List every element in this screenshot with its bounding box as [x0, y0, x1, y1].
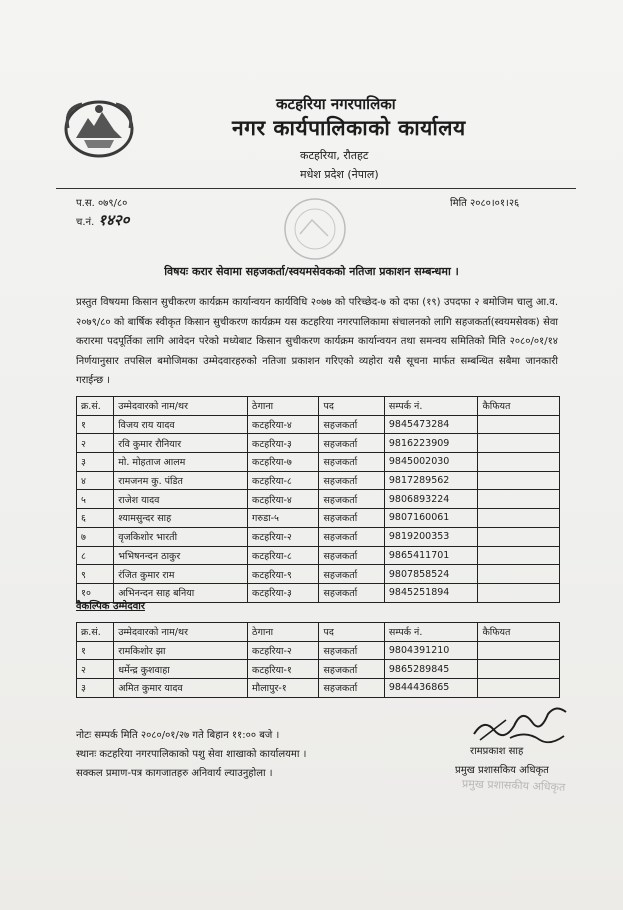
- col-address: ठेगाना: [248, 397, 319, 416]
- contact-cell: 9845251894: [384, 583, 478, 602]
- col-name: उम्मेदवारको नाम/थर: [114, 397, 248, 416]
- signatory-name: रामप्रकाश साह: [470, 746, 524, 757]
- address-cell: कटहरिया-४: [248, 490, 319, 509]
- post-cell: सहजकर्ता: [319, 453, 384, 472]
- address-cell: गरुडा-५: [248, 509, 319, 528]
- post-cell: सहजकर्ता: [319, 679, 384, 698]
- alternate-candidates-table: [76, 622, 560, 698]
- remarks-cell: [478, 527, 560, 546]
- address-cell: कटहरिया-८: [248, 471, 319, 490]
- table-row: [77, 660, 560, 679]
- table-row: [77, 509, 560, 528]
- contact-cell: 9817289562: [384, 471, 478, 490]
- contact-cell: 9807160061: [384, 509, 478, 528]
- col-address: ठेगाना: [248, 623, 319, 642]
- issue-date: मिति २०८०।०१।२६: [450, 198, 520, 209]
- col-remarks: कैफियत: [478, 623, 560, 642]
- name-cell: भभिषनन्दन ठाकुर: [114, 546, 248, 565]
- name-cell: श्यामसुन्दर साह: [114, 509, 248, 528]
- main-candidates-table: [76, 396, 560, 603]
- remarks-cell: [478, 660, 560, 679]
- contact-cell: 9865411701: [384, 546, 478, 565]
- name-cell: रंजित कुमार राम: [114, 565, 248, 584]
- col-post: पद: [319, 397, 384, 416]
- name-cell: मो. मोहताज आलम: [114, 453, 248, 472]
- contact-cell: 9804391210: [384, 641, 478, 660]
- nepal-emblem-icon: [62, 98, 136, 160]
- office-stamp-icon: [282, 196, 348, 262]
- header-divider: [56, 188, 576, 189]
- address-cell: कटहरिया-२: [248, 641, 319, 660]
- name-cell: रवि कुमार रौनियार: [114, 434, 248, 453]
- address-cell: कटहरिया-३: [248, 583, 319, 602]
- serial-cell: ६: [77, 509, 114, 528]
- post-cell: सहजकर्ता: [319, 471, 384, 490]
- name-cell: धर्मेन्द्र कुशवाहा: [114, 660, 248, 679]
- remarks-cell: [478, 434, 560, 453]
- table-row: [77, 546, 560, 565]
- remarks-cell: [478, 471, 560, 490]
- post-cell: सहजकर्ता: [319, 490, 384, 509]
- serial-cell: ५: [77, 490, 114, 509]
- contact-cell: 9819200353: [384, 527, 478, 546]
- serial-cell: ७: [77, 527, 114, 546]
- address-cell: कटहरिया-८: [248, 546, 319, 565]
- name-cell: अभिनन्दन साह बनिया: [114, 583, 248, 602]
- post-cell: सहजकर्ता: [319, 546, 384, 565]
- signatory-title: प्रमुख प्रशासकिय अधिकृत: [455, 765, 549, 776]
- remarks-cell: [478, 565, 560, 584]
- table-row: [77, 453, 560, 472]
- table-row: [77, 434, 560, 453]
- serial-cell: ८: [77, 546, 114, 565]
- table-row: [77, 527, 560, 546]
- post-cell: सहजकर्ता: [319, 641, 384, 660]
- post-cell: सहजकर्ता: [319, 509, 384, 528]
- contact-cell: 9845473284: [384, 415, 478, 434]
- remarks-cell: [478, 415, 560, 434]
- remarks-cell: [478, 583, 560, 602]
- table-row: [77, 583, 560, 602]
- ref-number-value: १४२०: [98, 211, 130, 229]
- contact-cell: 9806893224: [384, 490, 478, 509]
- office-name: नगर कार्यपालिकाको कार्यालय: [232, 116, 466, 140]
- remarks-cell: [478, 490, 560, 509]
- table-row: [77, 641, 560, 660]
- name-cell: रामजनम कु. पंडित: [114, 471, 248, 490]
- remarks-cell: [478, 679, 560, 698]
- contact-cell: 9807858524: [384, 565, 478, 584]
- note-location: स्थानः कटहरिया नगरपालिकाको पशु सेवा शाखाको कार्यालयमा ।: [76, 749, 307, 760]
- table-header-row: [77, 397, 560, 416]
- remarks-cell: [478, 546, 560, 565]
- serial-cell: २: [77, 660, 114, 679]
- remarks-cell: [478, 509, 560, 528]
- col-remarks: कैफियत: [478, 397, 560, 416]
- main-candidates-body: [77, 415, 560, 602]
- name-cell: अमित कुमार यादव: [114, 679, 248, 698]
- contact-cell: 9816223909: [384, 434, 478, 453]
- body-paragraph: प्रस्तुत विषयमा किसान सुचीकरण कार्यक्रम कार्यान्वयन कार्यविधि २०७७ को परिच्छेद-७ को दफा (१९) उपदफा २ बमोजिम चालु आ.व. २०७९/८० को बार्षिक स्वीकृत किसान सुचीकरण कार्यक्रम यस कटहरिया नगरपालिकामा संचालनको लागि सहजकर्ता(स्वयमसेवक) सेवा करारमा पदपूर्तिका लागि आवेदन परेको मध्येबाट किसान सुचीकरण कार्यक्रम कार्यान्वयन तथा समन्वय समितिको मिति २०८०/०१/१४ निर्णयानुसार तपसिल बमोजिमका उम्मेदवारहरुको नतिजा प्रकाशन गरिएको व्यहोरा यसै सूचना मार्फत सम्बन्धित सबैमा जानकारी गराईन्छ ।: [76, 297, 558, 386]
- remarks-cell: [478, 453, 560, 472]
- col-contact: सम्पर्क नं.: [384, 623, 478, 642]
- serial-cell: ३: [77, 453, 114, 472]
- serial-cell: २: [77, 434, 114, 453]
- table-row: [77, 565, 560, 584]
- contact-cell: 9865289845: [384, 660, 478, 679]
- ref-number: [76, 210, 129, 230]
- serial-cell: ४: [77, 471, 114, 490]
- serial-cell: १: [77, 641, 114, 660]
- alternate-candidates-body: [77, 641, 560, 697]
- address-cell: कटहरिया-३: [248, 434, 319, 453]
- ref-fiscal: प.स. ०७९/८०: [76, 198, 128, 209]
- post-cell: सहजकर्ता: [319, 527, 384, 546]
- address-line-1: कटहरिया, रौतहट: [300, 149, 369, 162]
- note-contact-date: नोटः सम्पर्क मिति २०८०/०१/२७ गते बिहान ११:०० बजे ।: [76, 730, 280, 741]
- address-cell: कटहरिया-२: [248, 527, 319, 546]
- address-cell: कटहरिया-४: [248, 415, 319, 434]
- col-serial: क्र.सं.: [77, 623, 114, 642]
- contact-cell: 9844436865: [384, 679, 478, 698]
- serial-cell: ३: [77, 679, 114, 698]
- address-cell: कटहरिया-९: [248, 565, 319, 584]
- address-cell: कटहरिया-७: [248, 453, 319, 472]
- serial-cell: ९: [77, 565, 114, 584]
- col-serial: क्र.सं.: [77, 397, 114, 416]
- name-cell: राजेश यादव: [114, 490, 248, 509]
- serial-cell: १: [77, 415, 114, 434]
- post-cell: सहजकर्ता: [319, 660, 384, 679]
- address-cell: कटहरिया-१: [248, 660, 319, 679]
- name-cell: विजय राय यादव: [114, 415, 248, 434]
- subject-line: विषयः करार सेवामा सहजकर्ता/स्वयमसेवकको नतिजा प्रकाशन सम्बन्धमा ।: [164, 265, 459, 278]
- address-cell: मौलापुर-१: [248, 679, 319, 698]
- address-line-2: मधेश प्रदेश (नेपाल): [300, 168, 379, 181]
- col-contact: सम्पर्क नं.: [384, 397, 478, 416]
- designation-stamp: प्रमुख प्रशासकीय अधिकृत: [461, 777, 566, 794]
- table-row: [77, 471, 560, 490]
- post-cell: सहजकर्ता: [319, 565, 384, 584]
- name-cell: वृजकिशोर भारती: [114, 527, 248, 546]
- table-row: [77, 679, 560, 698]
- serial-cell: १०: [77, 583, 114, 602]
- contact-cell: 9845002030: [384, 453, 478, 472]
- table-header-row: [77, 623, 560, 642]
- post-cell: सहजकर्ता: [319, 434, 384, 453]
- table-row: [77, 415, 560, 434]
- alternate-title: वैकल्पिक उम्मेदवार: [76, 601, 145, 612]
- note-documents: सक्कल प्रमाण-पत्र कागजातहरु अनिवार्य ल्याउनुहोला ।: [76, 768, 273, 779]
- post-cell: सहजकर्ता: [319, 415, 384, 434]
- ref-number-label: च.नं.: [76, 217, 95, 228]
- table-row: [77, 490, 560, 509]
- post-cell: सहजकर्ता: [319, 583, 384, 602]
- remarks-cell: [478, 641, 560, 660]
- org-name: कटहरिया नगरपालिका: [276, 95, 396, 113]
- col-name: उम्मेदवारको नाम/थर: [114, 623, 248, 642]
- name-cell: रामकिशोर झा: [114, 641, 248, 660]
- col-post: पद: [319, 623, 384, 642]
